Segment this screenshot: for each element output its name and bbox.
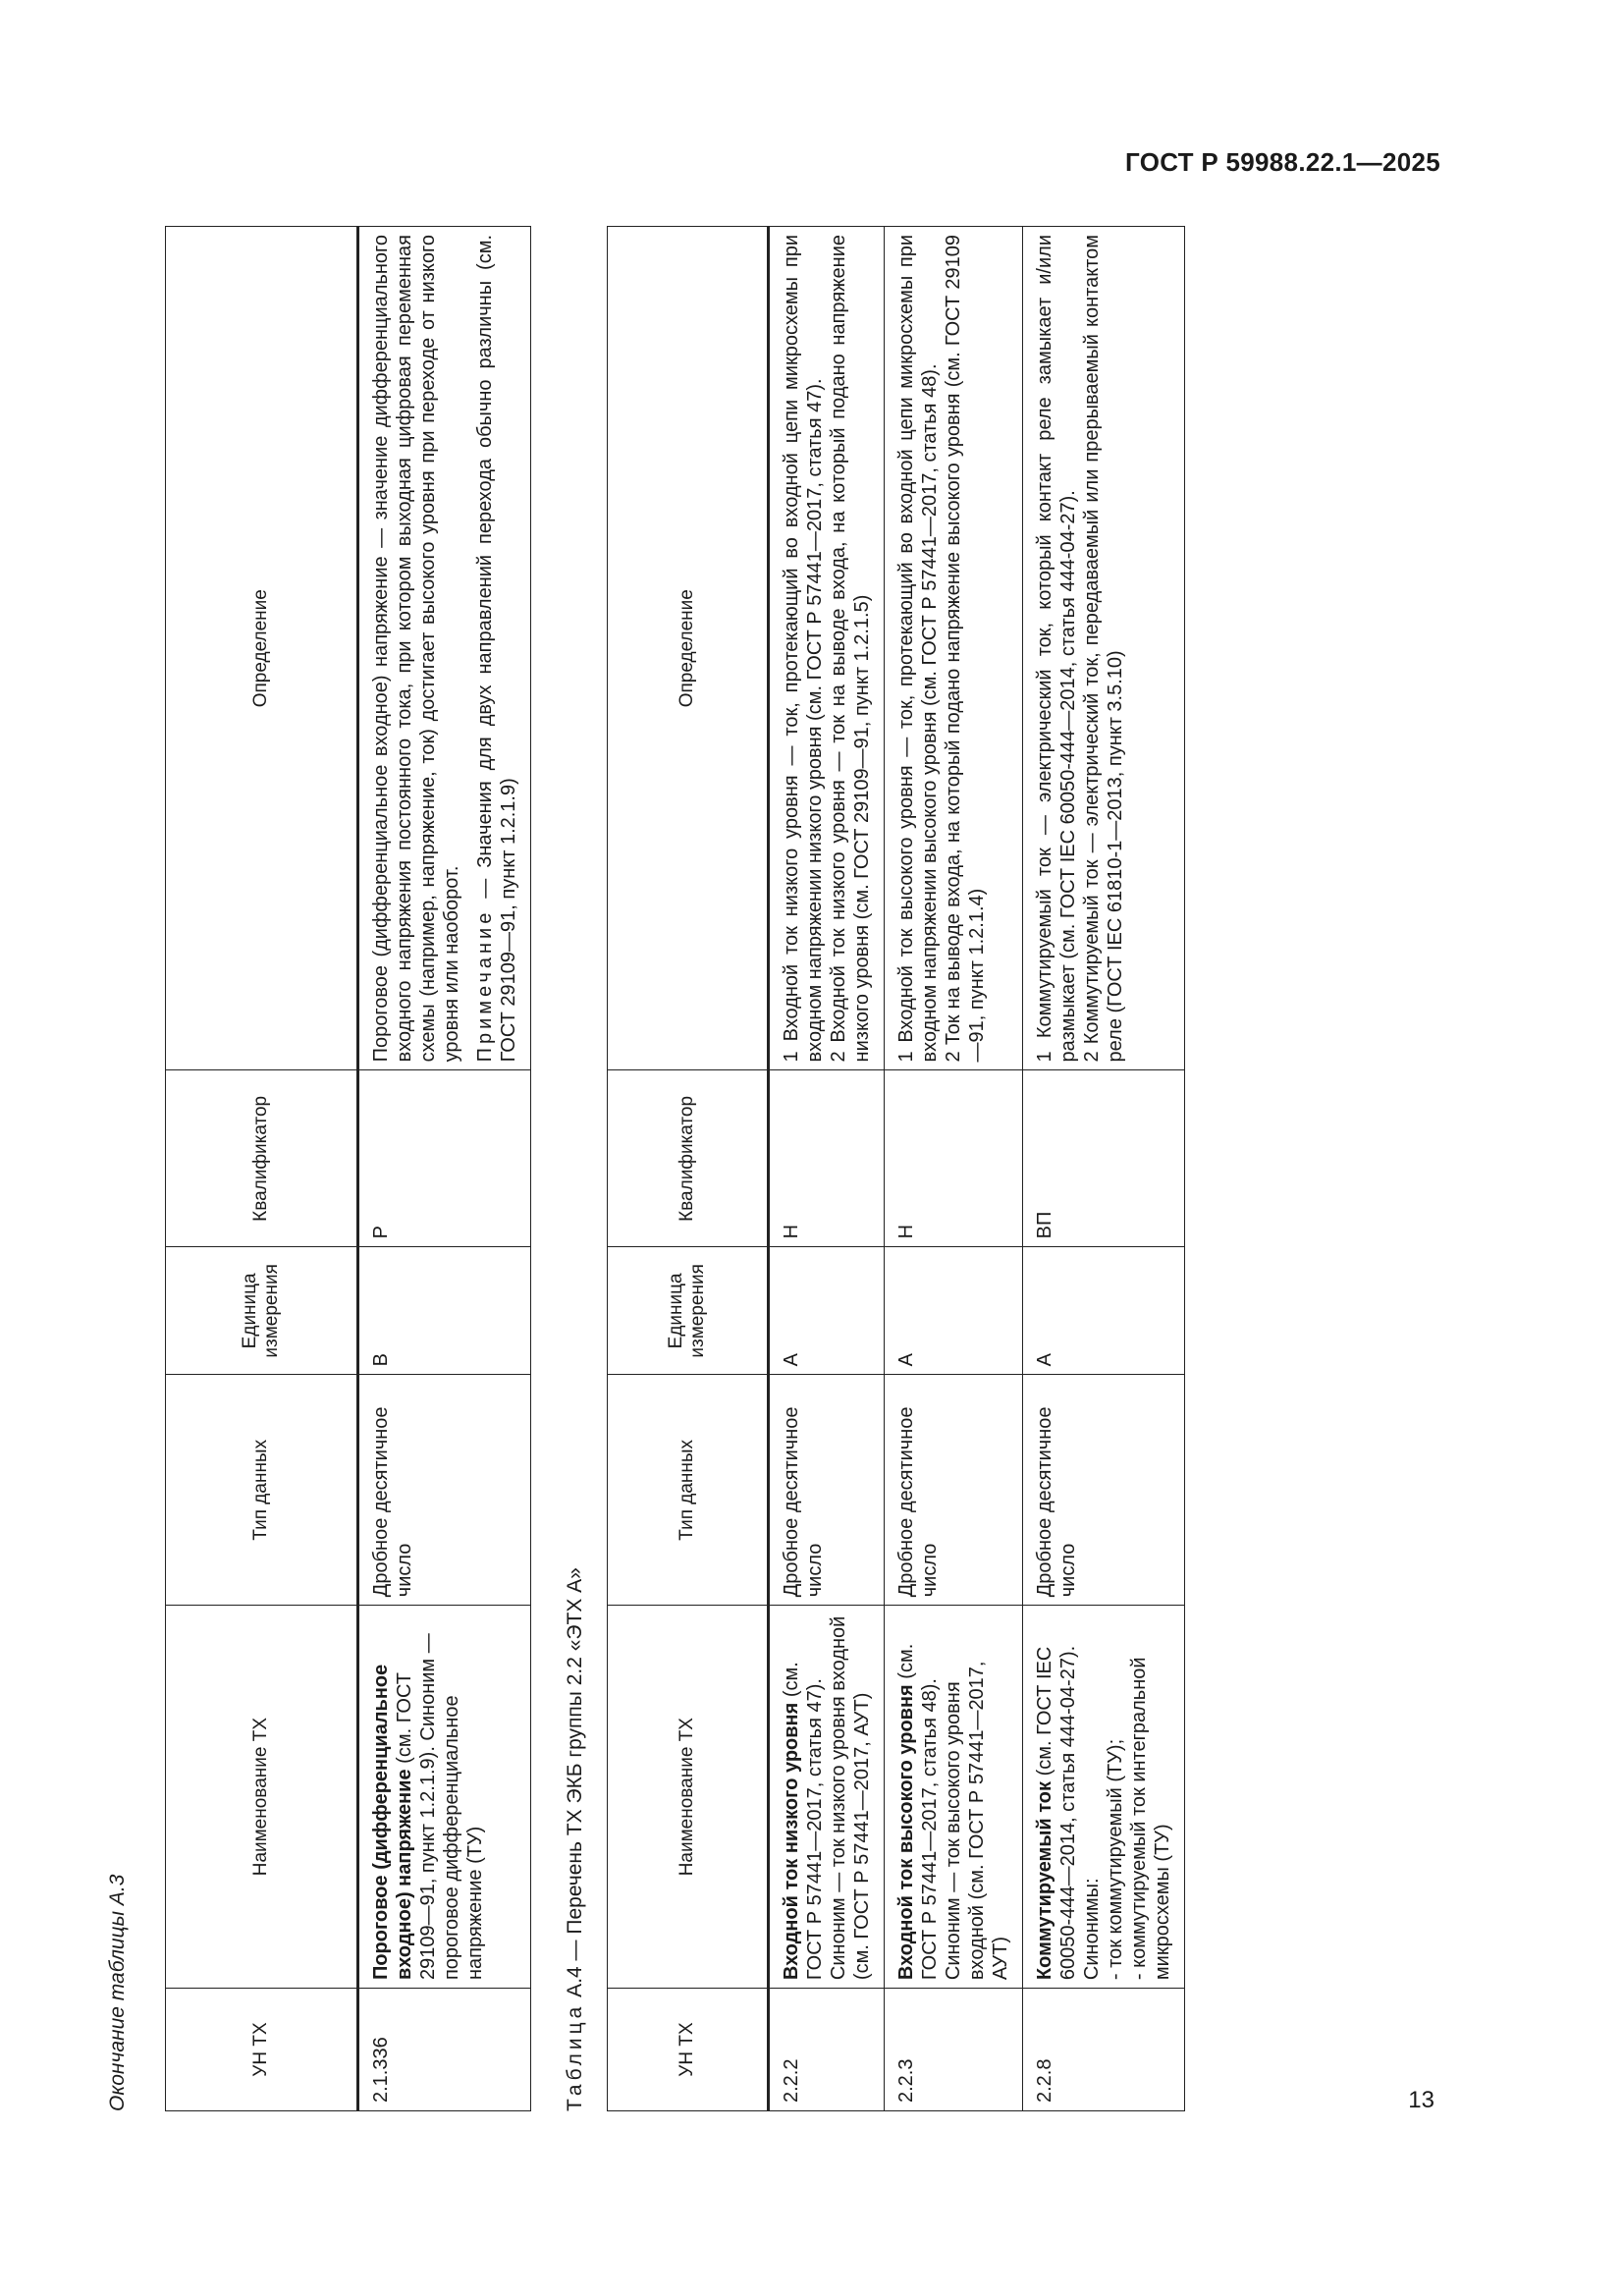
term-name: Входной ток высокого уровня	[895, 1684, 917, 1981]
definition-text: Пороговое (дифференциальное входное) напряжение — значение дифференциального входного напряжения постоянного тока, при котором выходная цифровая переменная схемы (например, напряжение, ток) достигает высокого уровня при переходе от низкого уровня или наоборот.	[370, 235, 462, 1063]
synonym-item: - ток коммутируемый (ТУ);	[1105, 1738, 1126, 1981]
term-name: Коммутируемый ток	[1034, 1780, 1055, 1981]
cell-name	[1023, 1606, 1185, 1989]
table-row	[885, 227, 1023, 2111]
table-a4	[607, 226, 1185, 2111]
table-caption	[564, 1567, 587, 2111]
continuation-caption: Окончание таблицы А.3	[106, 1874, 129, 2111]
cell-type: Дробное десятичное число	[885, 1375, 1023, 1606]
table-a3-end	[165, 226, 531, 2111]
synonym-item: - коммутируемый ток интегральной микросхемы (ТУ)	[1128, 1657, 1173, 1981]
col-name-header: Наименование ТХ	[166, 1606, 358, 1989]
col-type-header: Тип данных	[166, 1375, 358, 1606]
table-header-row	[166, 227, 358, 2111]
rotated-content	[106, 226, 1382, 2111]
definition-item-2: 2 Коммутируемый ток — электрический ток, передаваемый или прерываемый контактом реле (ГОСТ IEC 61810-1—2013, пункт 3.5.10)	[1081, 235, 1126, 1063]
col-qualifier-header: Квалификатор	[166, 1070, 358, 1247]
cell-code: 2.2.2	[769, 1989, 885, 2111]
term-details: (см. ГОСТ Р 57441—2017, статья 48). Синоним — ток высокого уровня входной (см. ГОСТ Р 57441—2017, АУТ)	[895, 1643, 1011, 1981]
table-caption-prefix: Таблица	[564, 2002, 586, 2111]
table-row	[1023, 227, 1185, 2111]
col-code-header: УН ТХ	[166, 1989, 358, 2111]
cell-qualifier: Н	[769, 1070, 885, 1247]
definition-item-1: 1 Коммутируемый ток — электрический ток, который контакт реле замыкает и/или размыкает (см. ГОСТ IEC 60050-444—2014, статья 444-04-27).	[1034, 235, 1079, 1063]
cell-definition	[358, 227, 531, 1070]
col-definition-header: Определение	[166, 227, 358, 1070]
definition-item-2: 2 Ток на выводе входа, на который подано напряжение высокого уровня (см. ГОСТ 29109—91, пункт 1.2.1.4)	[943, 235, 988, 1063]
col-name-header: Наименование ТХ	[608, 1606, 769, 1989]
definition-item-1: 1 Входной ток высокого уровня — ток, протекающий во входной цепи микросхемы при входном напряжении высокого уровня (см. ГОСТ Р 57441—2017, статья 48).	[895, 235, 941, 1063]
col-type-header: Тип данных	[608, 1375, 769, 1606]
table-row	[358, 227, 531, 2111]
cell-type: Дробное десятичное число	[1023, 1375, 1185, 1606]
definition-item-1: 1 Входной ток низкого уровня — ток, протекающий во входной цепи микросхемы при входном напряжении низкого уровня (см. ГОСТ Р 57441—2017, статья 47).	[781, 235, 826, 1063]
cell-name	[358, 1606, 531, 1989]
cell-qualifier: Н	[885, 1070, 1023, 1247]
col-qualifier-header: Квалификатор	[608, 1070, 769, 1247]
cell-unit: А	[1023, 1247, 1185, 1375]
cell-name	[885, 1606, 1023, 1989]
term-details: (см. ГОСТ 29109—91, пункт 1.2.1.9). Синоним — пороговое дифференциальное напряжение (ТУ)	[394, 1633, 486, 1981]
note-text: — Значения для двух направлений перехода обычно различны (см. ГОСТ 29109—91, пункт 1.2.1.9)	[474, 234, 519, 1063]
cell-name	[769, 1606, 885, 1989]
cell-type: Дробное десятичное число	[769, 1375, 885, 1606]
term-name: Входной ток низкого уровня	[781, 1702, 802, 1981]
term-details: (см. ГОСТ IEC 60050-444—2014, статья 444-04-27). Синонимы:	[1034, 1645, 1103, 1981]
col-unit-header: Единица измерения	[166, 1247, 358, 1375]
cell-definition	[769, 227, 885, 1070]
cell-definition	[1023, 227, 1185, 1070]
term-name: Пороговое (дифференциальное входное) напряжение	[370, 1664, 415, 1981]
definition-item-2: 2 Входной ток низкого уровня — ток на выводе входа, на который подано напряжение низкого уровня (см. ГОСТ 29109—91, пункт 1.2.1.5)	[828, 235, 873, 1063]
cell-unit: А	[769, 1247, 885, 1375]
table-row	[769, 227, 885, 2111]
note-label: Примечание	[474, 908, 496, 1063]
cell-code: 2.1.336	[358, 1989, 531, 2111]
page-number: 13	[1408, 2087, 1434, 2113]
document-header: ГОСТ Р 59988.22.1—2025	[1125, 147, 1440, 177]
col-definition-header: Определение	[608, 227, 769, 1070]
col-code-header: УН ТХ	[608, 1989, 769, 2111]
cell-qualifier: ВП	[1023, 1070, 1185, 1247]
table-header-row	[608, 227, 769, 2111]
cell-type: Дробное десятичное число	[358, 1375, 531, 1606]
col-unit-header: Единица измерения	[608, 1247, 769, 1375]
cell-code: 2.2.8	[1023, 1989, 1185, 2111]
cell-qualifier: Р	[358, 1070, 531, 1247]
cell-code: 2.2.3	[885, 1989, 1023, 2111]
cell-unit: А	[885, 1247, 1023, 1375]
cell-definition	[885, 227, 1023, 1070]
cell-unit: В	[358, 1247, 531, 1375]
definition-note	[473, 235, 520, 1062]
table-caption-text: А.4 — Перечень ТХ ЭКБ группы 2.2 «ЭТХ А»	[564, 1567, 586, 1997]
term-details: (см. ГОСТ Р 57441—2017, статья 47). Синоним — ток низкого уровня входной (см. ГОСТ Р 57441—2017, АУТ)	[781, 1615, 873, 1981]
